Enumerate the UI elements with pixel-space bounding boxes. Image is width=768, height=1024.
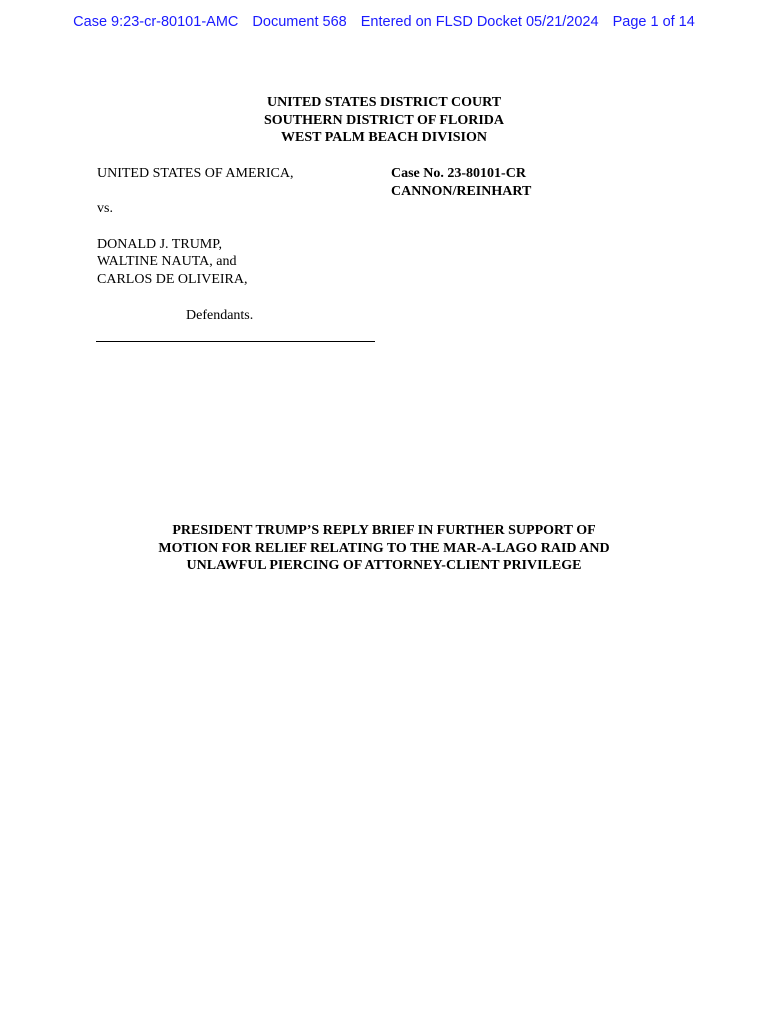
case-caption [97, 165, 387, 324]
defendants-label: Defendants. [186, 307, 254, 323]
header-entered-date: Entered on FLSD Docket 05/21/2024 [360, 14, 599, 30]
case-info [391, 165, 531, 200]
judge-names: CANNON/REINHART [391, 183, 532, 199]
header-document-number: Document 568 [252, 14, 347, 30]
caption-divider [96, 341, 375, 342]
court-heading [0, 94, 768, 147]
title-line: MOTION FOR RELIEF RELATING TO THE MAR-A-LAGO RAID AND [158, 540, 610, 556]
court-division: WEST PALM BEACH DIVISION [280, 130, 488, 146]
defendant-name: DONALD J. TRUMP, [97, 236, 222, 252]
defendant-name: CARLOS DE OLIVEIRA, [97, 272, 248, 288]
docket-header [0, 14, 768, 30]
title-line: PRESIDENT TRUMP’S REPLY BRIEF IN FURTHER SUPPORT OF [172, 523, 596, 538]
title-line: UNLAWFUL PIERCING OF ATTORNEY-CLIENT PRIVILEGE [186, 558, 582, 574]
court-name: UNITED STATES DISTRICT COURT [266, 95, 502, 110]
defendant-name: WALTINE NAUTA, and [97, 254, 237, 270]
case-number: Case No. 23-80101-CR [391, 166, 526, 181]
document-title [0, 522, 768, 575]
header-page-number: Page 1 of 14 [612, 14, 695, 30]
court-district: SOUTHERN DISTRICT OF FLORIDA [264, 112, 504, 128]
versus-label: vs. [97, 201, 113, 217]
header-case-number: Case 9:23-cr-80101-AMC [73, 14, 239, 30]
plaintiff-name: UNITED STATES OF AMERICA, [97, 166, 294, 181]
